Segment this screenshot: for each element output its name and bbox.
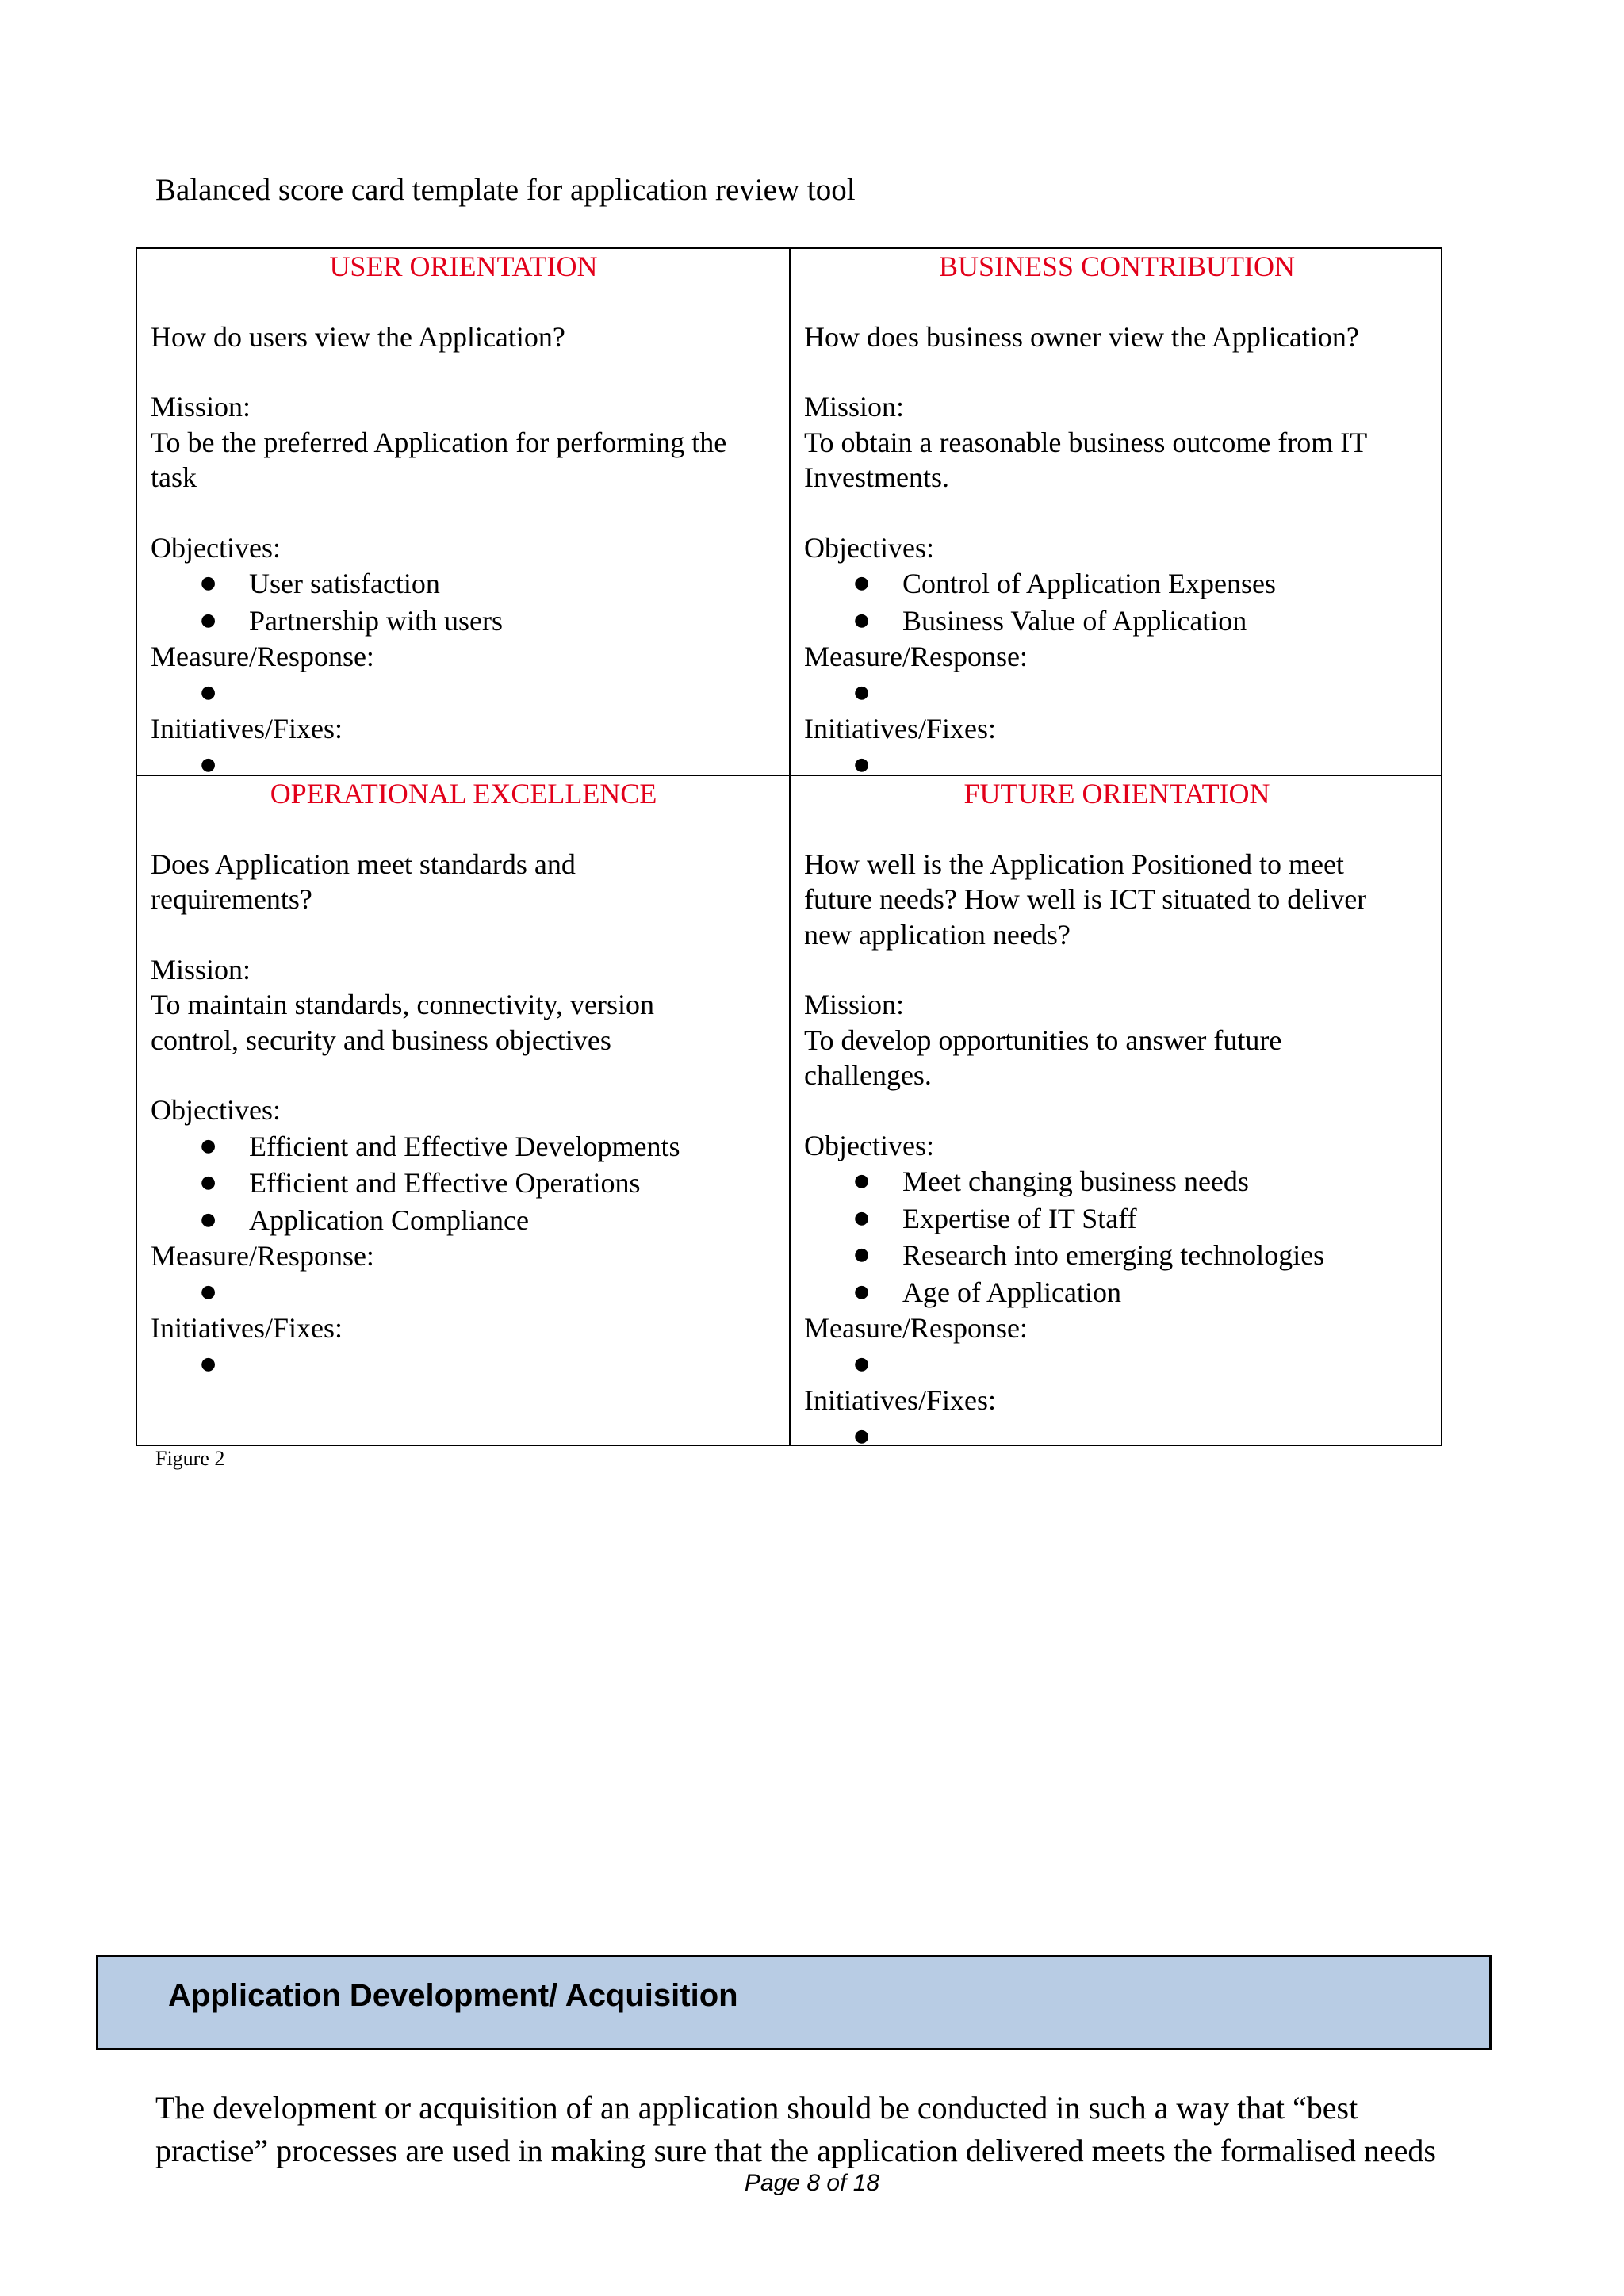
body-paragraph (155, 2087, 1503, 2172)
quadrant-question: Does Application meet standards and (151, 848, 576, 880)
empty-bullet (201, 1274, 776, 1311)
initiatives-label: Initiatives/Fixes: (151, 713, 343, 744)
mission-label: Mission: (151, 953, 251, 985)
quadrant-question: How do users view the Application? (151, 320, 565, 353)
quadrant-heading: FUTURE ORIENTATION (963, 778, 1270, 809)
objectives-label: Objectives: (804, 1129, 934, 1161)
quadrant-heading: USER ORIENTATION (329, 251, 598, 282)
objectives-list (804, 565, 1430, 639)
list-item: ● Meet changing business needs (854, 1163, 1430, 1200)
page-number: Page 8 of 18 (744, 2170, 880, 2196)
quadrant-question: requirements? (151, 883, 312, 915)
list-item: ● Efficient and Effective Developments (201, 1128, 776, 1165)
measure-list (804, 675, 1430, 712)
measure-label: Measure/Response: (804, 1312, 1028, 1344)
mission-text: Investments. (804, 461, 949, 493)
mission-label: Mission: (804, 391, 905, 423)
initiatives-label: Initiatives/Fixes: (804, 1384, 996, 1416)
balanced-scorecard-table (136, 247, 1442, 1446)
initiatives-list (804, 1418, 1430, 1456)
body-line: The development or acquisition of an application should be conducted in such a way that “best (155, 2090, 1358, 2126)
list-item: ● Application Compliance (201, 1202, 776, 1239)
list-item: ● Age of Application (854, 1274, 1430, 1311)
measure-label: Measure/Response: (151, 1240, 374, 1272)
mission-text: control, security and business objectives (151, 1024, 611, 1056)
objectives-label: Objectives: (151, 1094, 281, 1126)
empty-bullet (201, 1346, 776, 1383)
section-title: Application Development/ Acquisition (168, 1978, 738, 2013)
mission-label: Mission: (804, 989, 905, 1020)
objectives-label: Objectives: (804, 531, 934, 564)
list-item: ● Control of Application Expenses (854, 565, 1430, 603)
list-item: ● Partnership with users (201, 603, 776, 640)
initiatives-label: Initiatives/Fixes: (804, 713, 996, 744)
initiatives-list (151, 1346, 776, 1383)
quadrant-heading: OPERATIONAL EXCELLENCE (270, 778, 657, 809)
objectives-list (151, 565, 776, 639)
list-item: ● User satisfaction (201, 565, 776, 603)
quadrant-question: new application needs? (804, 918, 1071, 951)
mission-label: Mission: (151, 391, 251, 423)
section-header (96, 1955, 1492, 2050)
mission-text: To obtain a reasonable business outcome from IT (804, 426, 1368, 458)
page-title: Balanced score card template for application review tool (155, 173, 856, 207)
mission-text: To be the preferred Application for performing the (151, 426, 727, 458)
objectives-list (804, 1163, 1430, 1311)
measure-label: Measure/Response: (804, 641, 1028, 672)
initiatives-label: Initiatives/Fixes: (151, 1312, 343, 1344)
empty-bullet (854, 675, 1430, 712)
body-line: practise” processes are used in making sure that the application delivered meets the formalised needs (155, 2133, 1436, 2168)
list-item: ● Expertise of IT Staff (854, 1200, 1430, 1238)
empty-bullet (854, 1346, 1430, 1383)
objectives-list (151, 1128, 776, 1239)
mission-text: To develop opportunities to answer future (804, 1024, 1282, 1056)
mission-text: challenges. (804, 1059, 932, 1091)
quadrant-question: How well is the Application Positioned to meet (804, 848, 1344, 880)
list-item: ● Business Value of Application (854, 603, 1430, 640)
quadrant-question: future needs? How well is ICT situated to deliver (804, 883, 1367, 915)
empty-bullet (854, 1418, 1430, 1456)
measure-list (151, 1274, 776, 1311)
quadrant-business-contribution (791, 249, 1442, 783)
empty-bullet (201, 675, 776, 712)
quadrant-future-orientation (791, 776, 1442, 1455)
mission-text: To maintain standards, connectivity, version (151, 989, 654, 1020)
mission-text: task (151, 461, 197, 493)
measure-list (804, 1346, 1430, 1383)
measure-list (151, 675, 776, 712)
quadrant-user-orientation (137, 249, 789, 783)
list-item: ● Research into emerging technologies (854, 1237, 1430, 1274)
quadrant-operational-excellence (137, 776, 789, 1383)
objectives-label: Objectives: (151, 531, 281, 564)
list-item: ● Efficient and Effective Operations (201, 1165, 776, 1202)
quadrant-question: How does business owner view the Application? (804, 320, 1359, 353)
measure-label: Measure/Response: (151, 641, 374, 672)
quadrant-heading: BUSINESS CONTRIBUTION (938, 251, 1296, 282)
figure-caption: Figure 2 (155, 1447, 225, 1470)
